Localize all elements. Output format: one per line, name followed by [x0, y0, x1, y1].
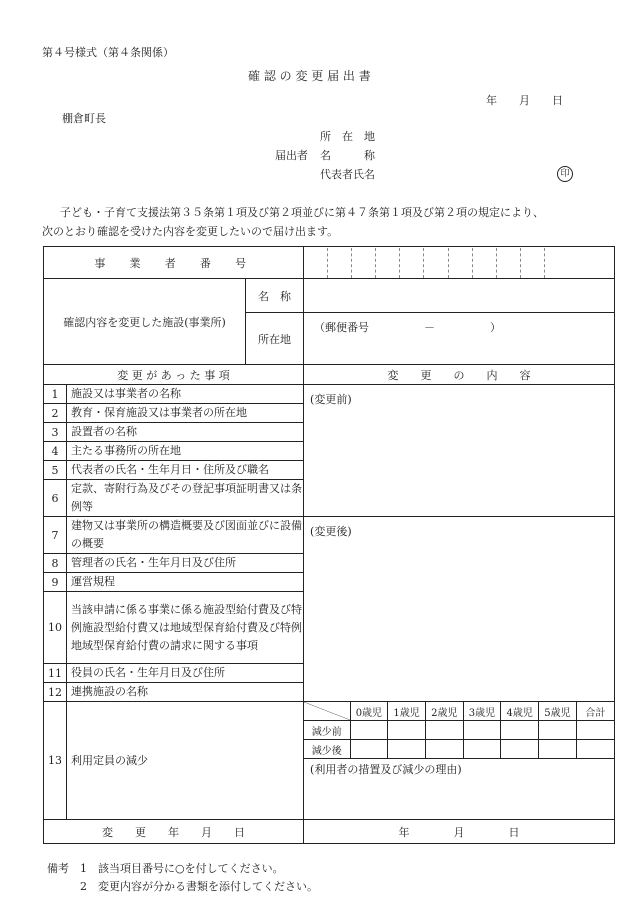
intro-line-1: 子ども・子育て支援法第３５条第１項及び第２項並びに第４７条第１項及び第２項の規定により、	[60, 206, 544, 219]
before-reduction-label: 減少前	[304, 721, 350, 740]
capacity-input[interactable]	[425, 721, 463, 740]
item-text: 役員の氏名・生年月日及び住所	[67, 664, 304, 683]
business-number-row	[44, 247, 615, 279]
change-date-input[interactable]: 年 月 日	[304, 820, 615, 844]
address-label: 所 在 地	[320, 130, 375, 143]
changed-items-header: 変 更 が あ っ た 事 項	[44, 365, 304, 385]
age-column-header: 5歳児	[539, 702, 577, 721]
facility-location-label: 所在地	[246, 313, 304, 365]
capacity-input[interactable]	[388, 721, 426, 740]
after-reduction-label: 減少後	[304, 740, 350, 759]
item-text: 利用定員の減少	[67, 702, 304, 820]
item-number: 5	[44, 461, 67, 480]
capacity-input[interactable]	[539, 740, 577, 759]
applicant-label: 届出者	[275, 149, 308, 162]
form-title: 確 認 の 変 更 届 出 書	[248, 69, 371, 83]
item-number: 10	[44, 592, 67, 664]
facility-name-label: 名 称	[246, 279, 304, 313]
item-text: 施設又は事業者の名称	[67, 385, 304, 404]
item-text: 主たる事務所の所在地	[67, 442, 304, 461]
capacity-input[interactable]	[576, 721, 614, 740]
capacity-input[interactable]	[501, 721, 539, 740]
capacity-input[interactable]	[463, 721, 501, 740]
item-text: 当該申請に係る事業に係る施設型給付費及び特例施設型給付費又は地域型保育給付費及び特例地域型保育給付費の請求に関する事項	[67, 592, 304, 664]
postal-code-label: （郵便番号 － ）	[314, 321, 502, 334]
capacity-input[interactable]	[425, 740, 463, 759]
facility-location-input[interactable]	[304, 313, 615, 365]
after-content-box[interactable]	[304, 517, 615, 702]
total-column-header: 合計	[576, 702, 614, 721]
capacity-input[interactable]	[501, 740, 539, 759]
business-number-input[interactable]	[304, 247, 615, 279]
capacity-input[interactable]	[539, 721, 577, 740]
age-column-header: 3歳児	[463, 702, 501, 721]
diagonal-header-cell	[304, 702, 350, 721]
reduction-reason-label: (利用者の措置及び減少の理由)	[310, 763, 462, 776]
item-text: 連携施設の名称	[67, 683, 304, 702]
facility-label: 確認内容を変更した施設(事業所)	[44, 279, 246, 365]
notes-label: 備考	[47, 862, 69, 875]
item-number: 13	[44, 702, 67, 820]
capacity-input[interactable]	[350, 740, 388, 759]
notification-form-table	[43, 246, 615, 844]
item-number: 3	[44, 423, 67, 442]
item-number: 2	[44, 404, 67, 423]
note-2: 2 変更内容が分かる書類を添付してください。	[80, 880, 318, 893]
age-column-header: 0歳児	[350, 702, 388, 721]
business-number-label: 事 業 者 番 号	[44, 247, 304, 279]
seal-mark: 印	[557, 166, 573, 182]
facility-name-input[interactable]	[304, 279, 615, 313]
age-column-header: 2歳児	[425, 702, 463, 721]
item-text: 運営規程	[67, 573, 304, 592]
item-text: 定款、寄附行為及びその登記事項証明書又は条例等	[67, 480, 304, 517]
applicant-name-label: 名 称	[320, 149, 375, 162]
change-content-header: 変 更 の 内 容	[304, 365, 615, 385]
before-label: (変更前)	[310, 393, 352, 406]
form-number: 第４号様式（第４条関係）	[42, 46, 174, 59]
capacity-input[interactable]	[463, 740, 501, 759]
capacity-table	[304, 702, 614, 759]
age-column-header: 1歳児	[388, 702, 426, 721]
note-1: 1 該当項目番号に○を付してください。	[80, 862, 284, 875]
change-date-label: 変 更 年 月 日	[44, 820, 304, 844]
capacity-input[interactable]	[350, 721, 388, 740]
capacity-input[interactable]	[576, 740, 614, 759]
item-number: 12	[44, 683, 67, 702]
intro-line-2: 次のとおり確認を受けた内容を変更したいので届け出ます。	[42, 225, 339, 238]
item-text: 管理者の氏名・生年月日及び住所	[67, 554, 304, 573]
item-number: 8	[44, 554, 67, 573]
submission-date: 年 月 日	[486, 94, 563, 107]
item-number: 9	[44, 573, 67, 592]
representative-label: 代表者氏名	[320, 168, 375, 181]
item-number: 11	[44, 664, 67, 683]
capacity-input[interactable]	[388, 740, 426, 759]
item-number: 6	[44, 480, 67, 517]
item-number: 7	[44, 517, 67, 554]
item-number: 4	[44, 442, 67, 461]
item-text: 建物又は事業所の構造概要及び図面並びに設備の概要	[67, 517, 304, 554]
item-text: 代表者の氏名・生年月日・住所及び職名	[67, 461, 304, 480]
reduction-reason-input[interactable]	[304, 759, 614, 779]
addressee: 棚倉町長	[62, 112, 106, 125]
item-number: 1	[44, 385, 67, 404]
before-content-box[interactable]	[304, 385, 615, 517]
capacity-reduction-cell	[304, 702, 615, 820]
after-label: (変更後)	[310, 525, 352, 538]
age-column-header: 4歳児	[501, 702, 539, 721]
item-text: 教育・保育施設又は事業者の所在地	[67, 404, 304, 423]
item-text: 設置者の名称	[67, 423, 304, 442]
